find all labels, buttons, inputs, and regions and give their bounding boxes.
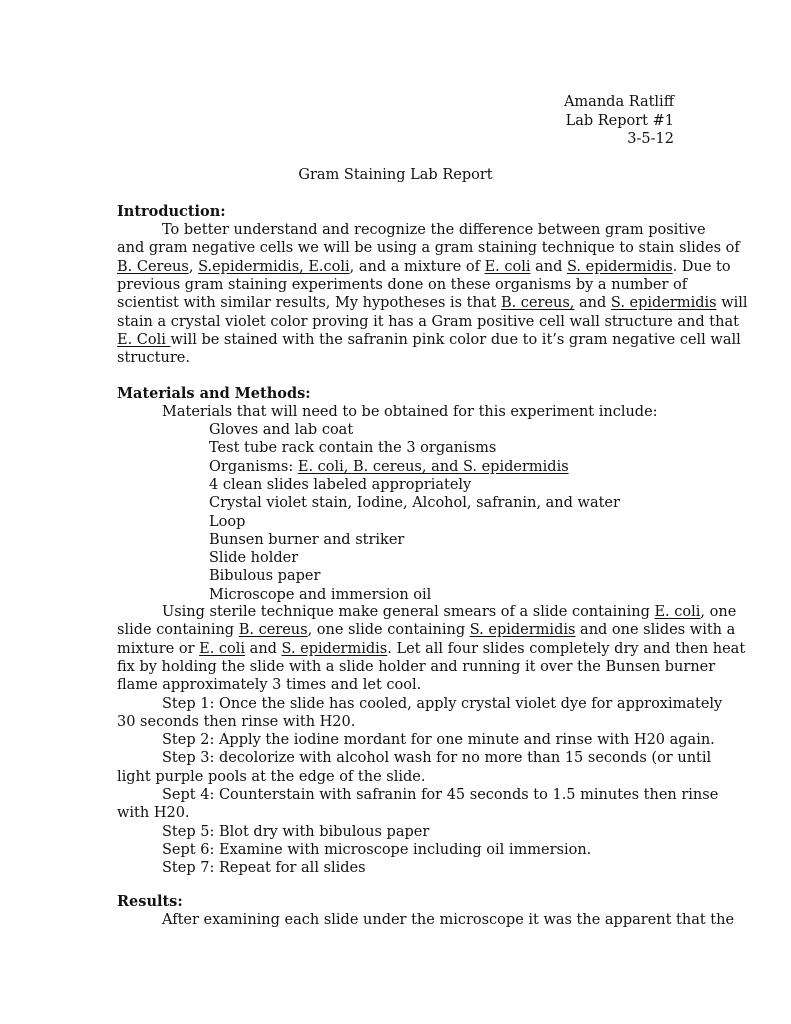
report-number: Lab Report #1 — [565, 113, 674, 129]
material-item — [209, 421, 353, 439]
text-run: Slide holder — [209, 550, 299, 567]
method-line — [117, 676, 421, 694]
results-heading: Results: — [117, 893, 183, 910]
text-run: Step 2: Apply the iodine mordant for one minute and rinse with H20 again. — [162, 732, 715, 749]
text-run: Step 3: decolorize with alcohol wash for no more than 15 seconds (or until — [162, 750, 712, 767]
text-run: . Let all four slides completely dry and then heat — [387, 640, 746, 657]
material-item — [209, 549, 298, 567]
introduction-line — [117, 276, 687, 294]
underlined-term: E. coli — [654, 604, 701, 620]
materials-intro: Materials that will need to be obtained for this experiment include: — [162, 404, 658, 420]
underlined-term: E. coli, B. cereus, and S. epidermidis — [297, 458, 569, 475]
text-run: structure. — [117, 350, 190, 367]
text-run: Sept 6: Examine with microscope including oil immersion. — [162, 841, 592, 858]
underlined-term: B. cereus — [238, 622, 308, 639]
text-run: , one — [700, 604, 737, 620]
method-line — [162, 749, 711, 767]
text-run: slide containing — [117, 622, 239, 639]
text-run: Loop — [209, 513, 246, 530]
text-run: To better understand and recognize the difference between gram positive — [162, 222, 706, 238]
method-line — [162, 695, 722, 713]
text-run: Gloves and lab coat — [209, 422, 354, 438]
author-name: Amanda Ratliff — [563, 94, 674, 110]
text-run: will — [716, 295, 748, 312]
method-line — [162, 859, 366, 877]
text-run: Using sterile technique make general smears of a slide containing — [162, 604, 655, 620]
text-run: and — [530, 258, 567, 275]
material-item — [209, 458, 569, 476]
method-line — [117, 658, 715, 676]
material-item — [209, 567, 320, 585]
method-line — [117, 640, 745, 658]
material-item — [209, 439, 496, 457]
material-item — [209, 513, 245, 531]
method-line — [117, 768, 425, 786]
results-line — [162, 911, 734, 929]
text-run: Microscope and immersion oil — [209, 586, 432, 603]
text-run: , one slide containing — [307, 622, 470, 639]
method-line — [117, 621, 735, 639]
method-line — [162, 603, 736, 621]
text-run: Step 7: Repeat for all slides — [162, 860, 366, 877]
text-run: and gram negative cells we will be using a gram staining technique to stain slides of — [117, 240, 740, 257]
introduction-heading: Introduction: — [117, 203, 226, 220]
text-run: Crystal violet stain, Iodine, Alcohol, safranin, and water — [209, 495, 620, 512]
materials-heading: Materials and Methods: — [117, 385, 311, 402]
text-run: Test tube rack contain the 3 organisms — [209, 440, 497, 457]
underlined-term: E. coli — [199, 640, 246, 657]
introduction-line — [117, 294, 748, 312]
text-run: Step 5: Blot dry with bibulous paper — [162, 823, 430, 840]
underlined-term: S. epidermidis — [610, 295, 717, 312]
text-run: and one slides with a — [575, 622, 736, 639]
introduction-line — [162, 221, 706, 239]
method-line — [162, 823, 429, 841]
underlined-term: S. epidermidis — [567, 258, 673, 275]
report-date: 3-5-12 — [627, 131, 674, 147]
text-run: Organisms: — [209, 458, 298, 475]
text-run: Sept 4: Counterstain with safranin for 45 seconds to 1.5 minutes then rinse — [162, 787, 719, 803]
text-run: will be stained with the safranin pink color due to it’s gram negative cell wall — [170, 331, 741, 348]
introduction-line — [117, 258, 731, 276]
text-run: Bibulous paper — [209, 568, 321, 585]
text-run: scientist with similar results, My hypotheses is that — [117, 295, 501, 312]
underlined-term: B. Cereus — [117, 258, 189, 275]
method-line — [162, 786, 718, 804]
material-item — [209, 586, 431, 604]
underlined-term: S.epidermidis, E.coli — [198, 258, 350, 275]
text-run: , — [188, 258, 199, 275]
text-run: light purple pools at the edge of the slide. — [117, 768, 426, 785]
underlined-term: S. epidermidis — [281, 640, 388, 657]
underlined-term: E. Coli — [117, 331, 171, 348]
text-run: Step 1: Once the slide has cooled, apply crystal violet dye for approximately — [162, 695, 723, 712]
method-line — [117, 804, 190, 822]
text-run: After examining each slide under the microscope it was the apparent that the — [162, 912, 735, 928]
material-item — [209, 476, 471, 494]
text-run: 30 seconds then rinse with H20. — [117, 713, 356, 730]
method-line — [117, 713, 355, 731]
introduction-line — [117, 313, 739, 331]
text-run: , and a mixture of — [349, 258, 485, 275]
method-line — [162, 841, 591, 859]
text-run: stain a crystal violet color proving it has a Gram positive cell wall structure and that — [117, 313, 739, 330]
document-title: Gram Staining Lab Report — [298, 167, 493, 183]
method-line — [162, 731, 715, 749]
text-run: flame approximately 3 times and let cool. — [117, 677, 422, 694]
underlined-term: B. cereus, — [500, 295, 575, 312]
material-item — [209, 494, 620, 512]
text-run: and — [245, 640, 282, 657]
text-run: previous gram staining experiments done on these organisms by a number of — [117, 276, 688, 293]
text-run: with H20. — [117, 805, 190, 822]
text-run: . Due to — [672, 258, 731, 275]
underlined-term: E. coli — [484, 258, 531, 275]
material-item — [209, 531, 404, 549]
underlined-term: S. epidermidis — [469, 622, 576, 639]
text-run: Bunsen burner and striker — [209, 531, 405, 548]
text-run: and — [574, 295, 611, 312]
text-run: 4 clean slides labeled appropriately — [209, 476, 472, 493]
text-run: mixture or — [117, 640, 200, 657]
introduction-line — [117, 331, 741, 349]
introduction-line — [117, 349, 190, 367]
introduction-line — [117, 239, 740, 257]
text-run: fix by holding the slide with a slide holder and running it over the Bunsen burner — [117, 658, 716, 675]
